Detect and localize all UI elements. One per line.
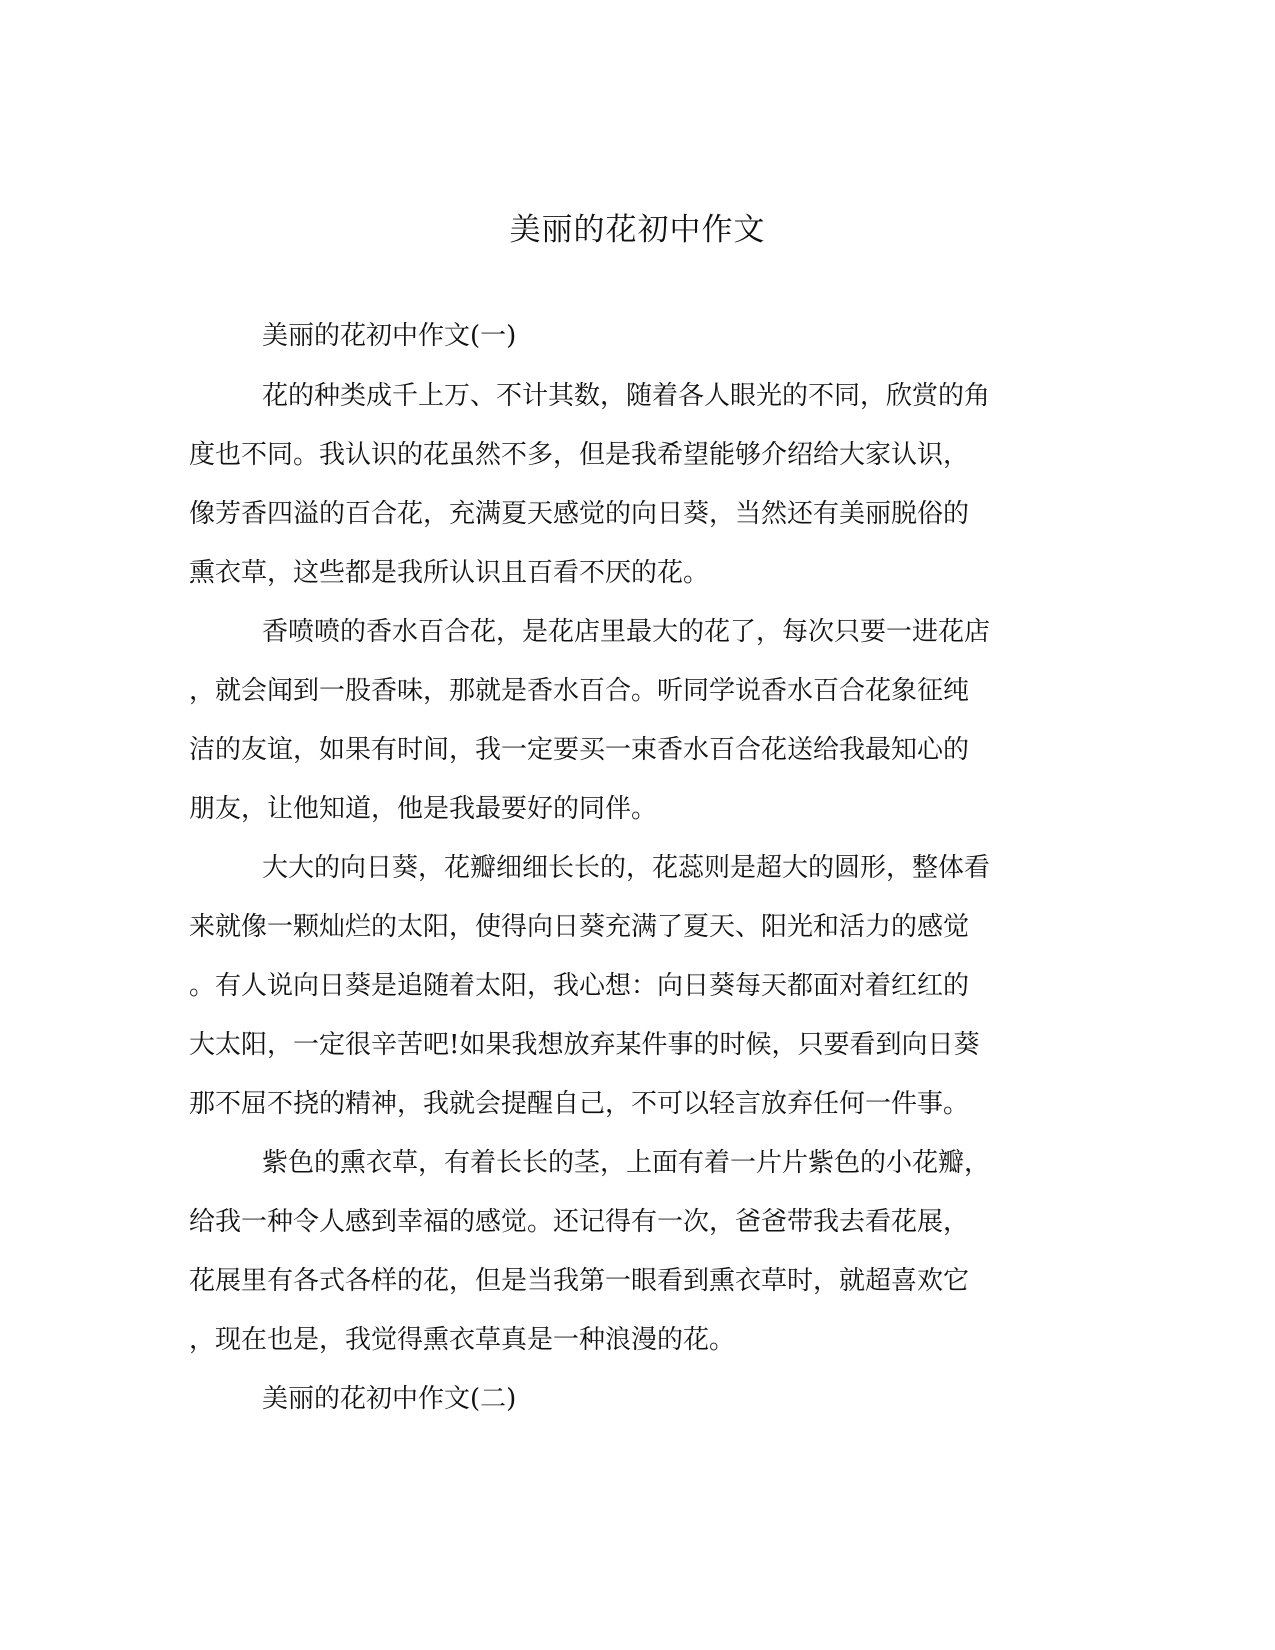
paragraph-line: 紫色的熏衣草，有着长长的茎，上面有着一片片紫色的小花瓣， xyxy=(262,1148,991,1178)
paragraph-line: 花的种类成千上万、不计其数，随着各人眼光的不同，欣赏的角 xyxy=(262,381,991,411)
paragraph-line: ，就会闻到一股香味，那就是香水百合。听同学说香水百合花象征纯 xyxy=(189,676,970,706)
paragraph-line: ，现在也是，我觉得熏衣草真是一种浪漫的花。 xyxy=(189,1325,736,1355)
paragraph-line: 大太阳，一定很辛苦吧!如果我想放弃某件事的时候，只要看到向日葵 xyxy=(189,1030,980,1060)
document-title: 美丽的花初中作文 xyxy=(509,212,766,248)
paragraph-line: 度也不同。我认识的花虽然不多，但是我希望能够介绍给大家认识， xyxy=(189,440,970,470)
section-heading-2: 美丽的花初中作文(二) xyxy=(262,1384,517,1414)
paragraph-line: 熏衣草，这些都是我所认识且百看不厌的花。 xyxy=(189,558,710,588)
section-heading-1: 美丽的花初中作文(一) xyxy=(262,321,517,351)
paragraph-line: 。有人说向日葵是追随着太阳，我心想：向日葵每天都面对着红红的 xyxy=(189,971,970,1001)
paragraph-line: 来就像一颗灿烂的太阳，使得向日葵充满了夏天、阳光和活力的感觉 xyxy=(189,912,970,942)
paragraph-line: 朋友，让他知道，他是我最要好的同伴。 xyxy=(189,794,658,824)
paragraph-line: 像芳香四溢的百合花，充满夏天感觉的向日葵，当然还有美丽脱俗的 xyxy=(189,499,970,529)
paragraph-line: 洁的友谊，如果有时间，我一定要买一束香水百合花送给我最知心的 xyxy=(189,735,970,765)
paragraph-line: 香喷喷的香水百合花，是花店里最大的花了，每次只要一进花店 xyxy=(262,617,991,647)
paragraph-line: 那不屈不挠的精神，我就会提醒自己，不可以轻言放弃任何一件事。 xyxy=(189,1089,970,1119)
paragraph-line: 大大的向日葵，花瓣细细长长的，花蕊则是超大的圆形，整体看 xyxy=(262,853,991,883)
paragraph-line: 花展里有各式各样的花，但是当我第一眼看到熏衣草时，就超喜欢它 xyxy=(189,1266,970,1296)
paragraph-line: 给我一种令人感到幸福的感觉。还记得有一次，爸爸带我去看花展， xyxy=(189,1207,970,1237)
